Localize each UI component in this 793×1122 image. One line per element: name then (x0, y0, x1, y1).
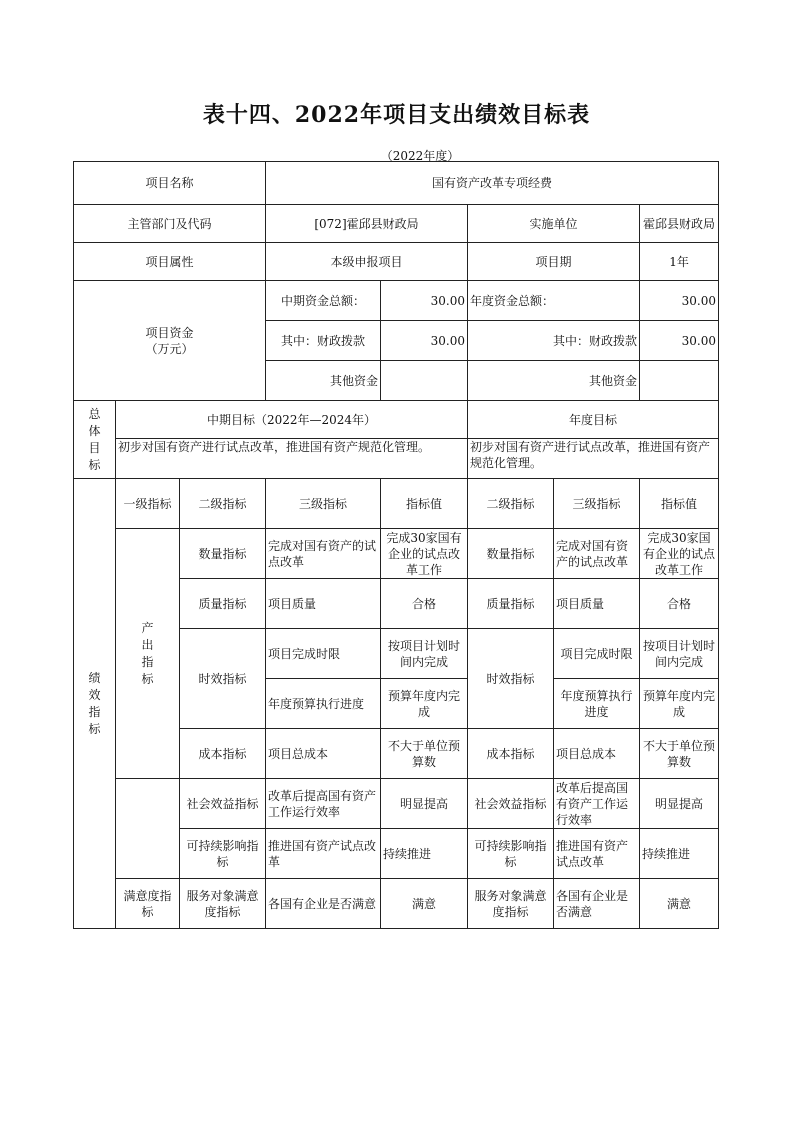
social-name: 社会效益指标 (180, 779, 266, 829)
annual-other-value (640, 361, 719, 401)
mid-other-label: 其他资金 (266, 361, 381, 401)
header-value: 指标值 (381, 479, 468, 529)
row-quantity (74, 529, 719, 579)
page-title: 表十四、2022年项目支出绩效目标表 (202, 102, 591, 128)
row-indicator-header (74, 479, 719, 529)
mid-other-value (381, 361, 468, 401)
header-level3-annual: 三级指标 (554, 479, 640, 529)
funds-label (74, 281, 266, 401)
quantity-mid-val: 完成30家国有企业的试点改革工作 (381, 529, 468, 579)
mid-goal-text: 初步对国有资产进行试点改革，推进国有资产规范化管理。 (116, 439, 468, 479)
performance-target-table (73, 161, 719, 929)
cost-ann-val: 不大于单位预算数 (640, 729, 719, 779)
row-social (74, 779, 719, 829)
annual-total-value: 30.00 (640, 281, 719, 321)
overall-label: 总体目标 (74, 401, 116, 479)
timeliness-ann-val-2: 预算年度内完成 (640, 679, 719, 729)
cost-mid-val: 不大于单位预算数 (381, 729, 468, 779)
mid-fiscal-label: 其中：财政拨款 (266, 321, 381, 361)
dept-label: 主管部门及代码 (74, 205, 266, 243)
effect-level1-blank (116, 779, 180, 879)
sustain-ann-l3: 推进国有资产试点改革 (554, 829, 640, 879)
attr-value: 本级申报项目 (266, 243, 468, 281)
annual-fiscal-value: 30.00 (640, 321, 719, 361)
timeliness-ann-name: 时效指标 (468, 629, 554, 729)
mid-goal-header: 中期目标（2022年—2024年） (116, 401, 468, 439)
row-satisfaction (74, 879, 719, 929)
annual-goal-text: 初步对国有资产进行试点改革，推进国有资产规范化管理。 (468, 439, 719, 479)
sustain-ann-name: 可持续影响指标 (468, 829, 554, 879)
annual-total-label: 年度资金总额： (468, 281, 640, 321)
quality-ann-name: 质量指标 (468, 579, 554, 629)
satisfaction-name: 服务对象满意度指标 (180, 879, 266, 929)
quality-mid-val: 合格 (381, 579, 468, 629)
dept-value: [072]霍邱县财政局 (266, 205, 468, 243)
sustain-name: 可持续影响指标 (180, 829, 266, 879)
row-funds-total (74, 281, 719, 321)
timeliness-mid-val-2: 预算年度内完成 (381, 679, 468, 729)
quantity-mid-l3: 完成对国有资产的试点改革 (266, 529, 381, 579)
quantity-ann-name: 数量指标 (468, 529, 554, 579)
satisfaction-ann-val: 满意 (640, 879, 719, 929)
project-name-label: 项目名称 (74, 162, 266, 205)
project-name-value: 国有资产改革专项经费 (266, 162, 719, 205)
cost-ann-name: 成本指标 (468, 729, 554, 779)
period-label: 项目期 (468, 243, 640, 281)
social-mid-val: 明显提高 (381, 779, 468, 829)
header-level2-annual: 二级指标 (468, 479, 554, 529)
header-level1: 一级指标 (116, 479, 180, 529)
annual-fiscal-label: 其中：财政拨款 (468, 321, 640, 361)
cost-ann-l3: 项目总成本 (554, 729, 640, 779)
timeliness-mid-l3-1: 项目完成时限 (266, 629, 381, 679)
output-label: 产出指标 (116, 529, 180, 779)
impl-unit-label: 实施单位 (468, 205, 640, 243)
satisfaction-ann-l3: 各国有企业是否满意 (554, 879, 640, 929)
header-level2: 二级指标 (180, 479, 266, 529)
timeliness-name: 时效指标 (180, 629, 266, 729)
social-ann-l3: 改革后提高国有资产工作运行效率 (554, 779, 640, 829)
quality-ann-l3: 项目质量 (554, 579, 640, 629)
timeliness-mid-l3-2: 年度预算执行进度 (266, 679, 381, 729)
sustain-ann-val: 持续推进 (640, 829, 719, 879)
quantity-name: 数量指标 (180, 529, 266, 579)
quantity-ann-l3: 完成对国有资产的试点改革 (554, 529, 640, 579)
row-department (74, 205, 719, 243)
timeliness-ann-val-1: 按项目计划时间内完成 (640, 629, 719, 679)
social-ann-val: 明显提高 (640, 779, 719, 829)
annual-other-label: 其他资金 (468, 361, 640, 401)
year-label: （2022年度） (380, 149, 460, 163)
cost-mid-l3: 项目总成本 (266, 729, 381, 779)
sustain-mid-l3: 推进国有资产试点改革 (266, 829, 381, 879)
satisfaction-mid-val: 满意 (381, 879, 468, 929)
timeliness-ann-l3-1: 项目完成时限 (554, 629, 640, 679)
period-value: 1年 (640, 243, 719, 281)
row-overall-text (74, 439, 719, 479)
indicators-label: 绩效指标 (74, 479, 116, 929)
timeliness-mid-val-1: 按项目计划时间内完成 (381, 629, 468, 679)
quality-ann-val: 合格 (640, 579, 719, 629)
row-project-name (74, 162, 719, 205)
funds-label-line1: 项目资金 (145, 325, 194, 340)
timeliness-ann-l3-2: 年度预算执行进度 (554, 679, 640, 729)
sustain-mid-val: 持续推进 (381, 829, 468, 879)
header-level3: 三级指标 (266, 479, 381, 529)
row-overall-header (74, 401, 719, 439)
quality-mid-l3: 项目质量 (266, 579, 381, 629)
mid-total-value: 30.00 (381, 281, 468, 321)
social-ann-name: 社会效益指标 (468, 779, 554, 829)
impl-unit-value: 霍邱县财政局 (640, 205, 719, 243)
mid-fiscal-value: 30.00 (381, 321, 468, 361)
satisfaction-level1: 满意度指标 (116, 879, 180, 929)
social-mid-l3: 改革后提高国有资产工作运行效率 (266, 779, 381, 829)
cost-name: 成本指标 (180, 729, 266, 779)
satisfaction-ann-name: 服务对象满意度指标 (468, 879, 554, 929)
mid-total-label: 中期资金总额： (266, 281, 381, 321)
annual-goal-header: 年度目标 (468, 401, 719, 439)
quantity-ann-val: 完成30家国有企业的试点改革工作 (640, 529, 719, 579)
satisfaction-mid-l3: 各国有企业是否满意 (266, 879, 381, 929)
attr-label: 项目属性 (74, 243, 266, 281)
header-value-annual: 指标值 (640, 479, 719, 529)
row-attribute (74, 243, 719, 281)
quality-name: 质量指标 (180, 579, 266, 629)
funds-label-line2: （万元） (145, 341, 194, 356)
